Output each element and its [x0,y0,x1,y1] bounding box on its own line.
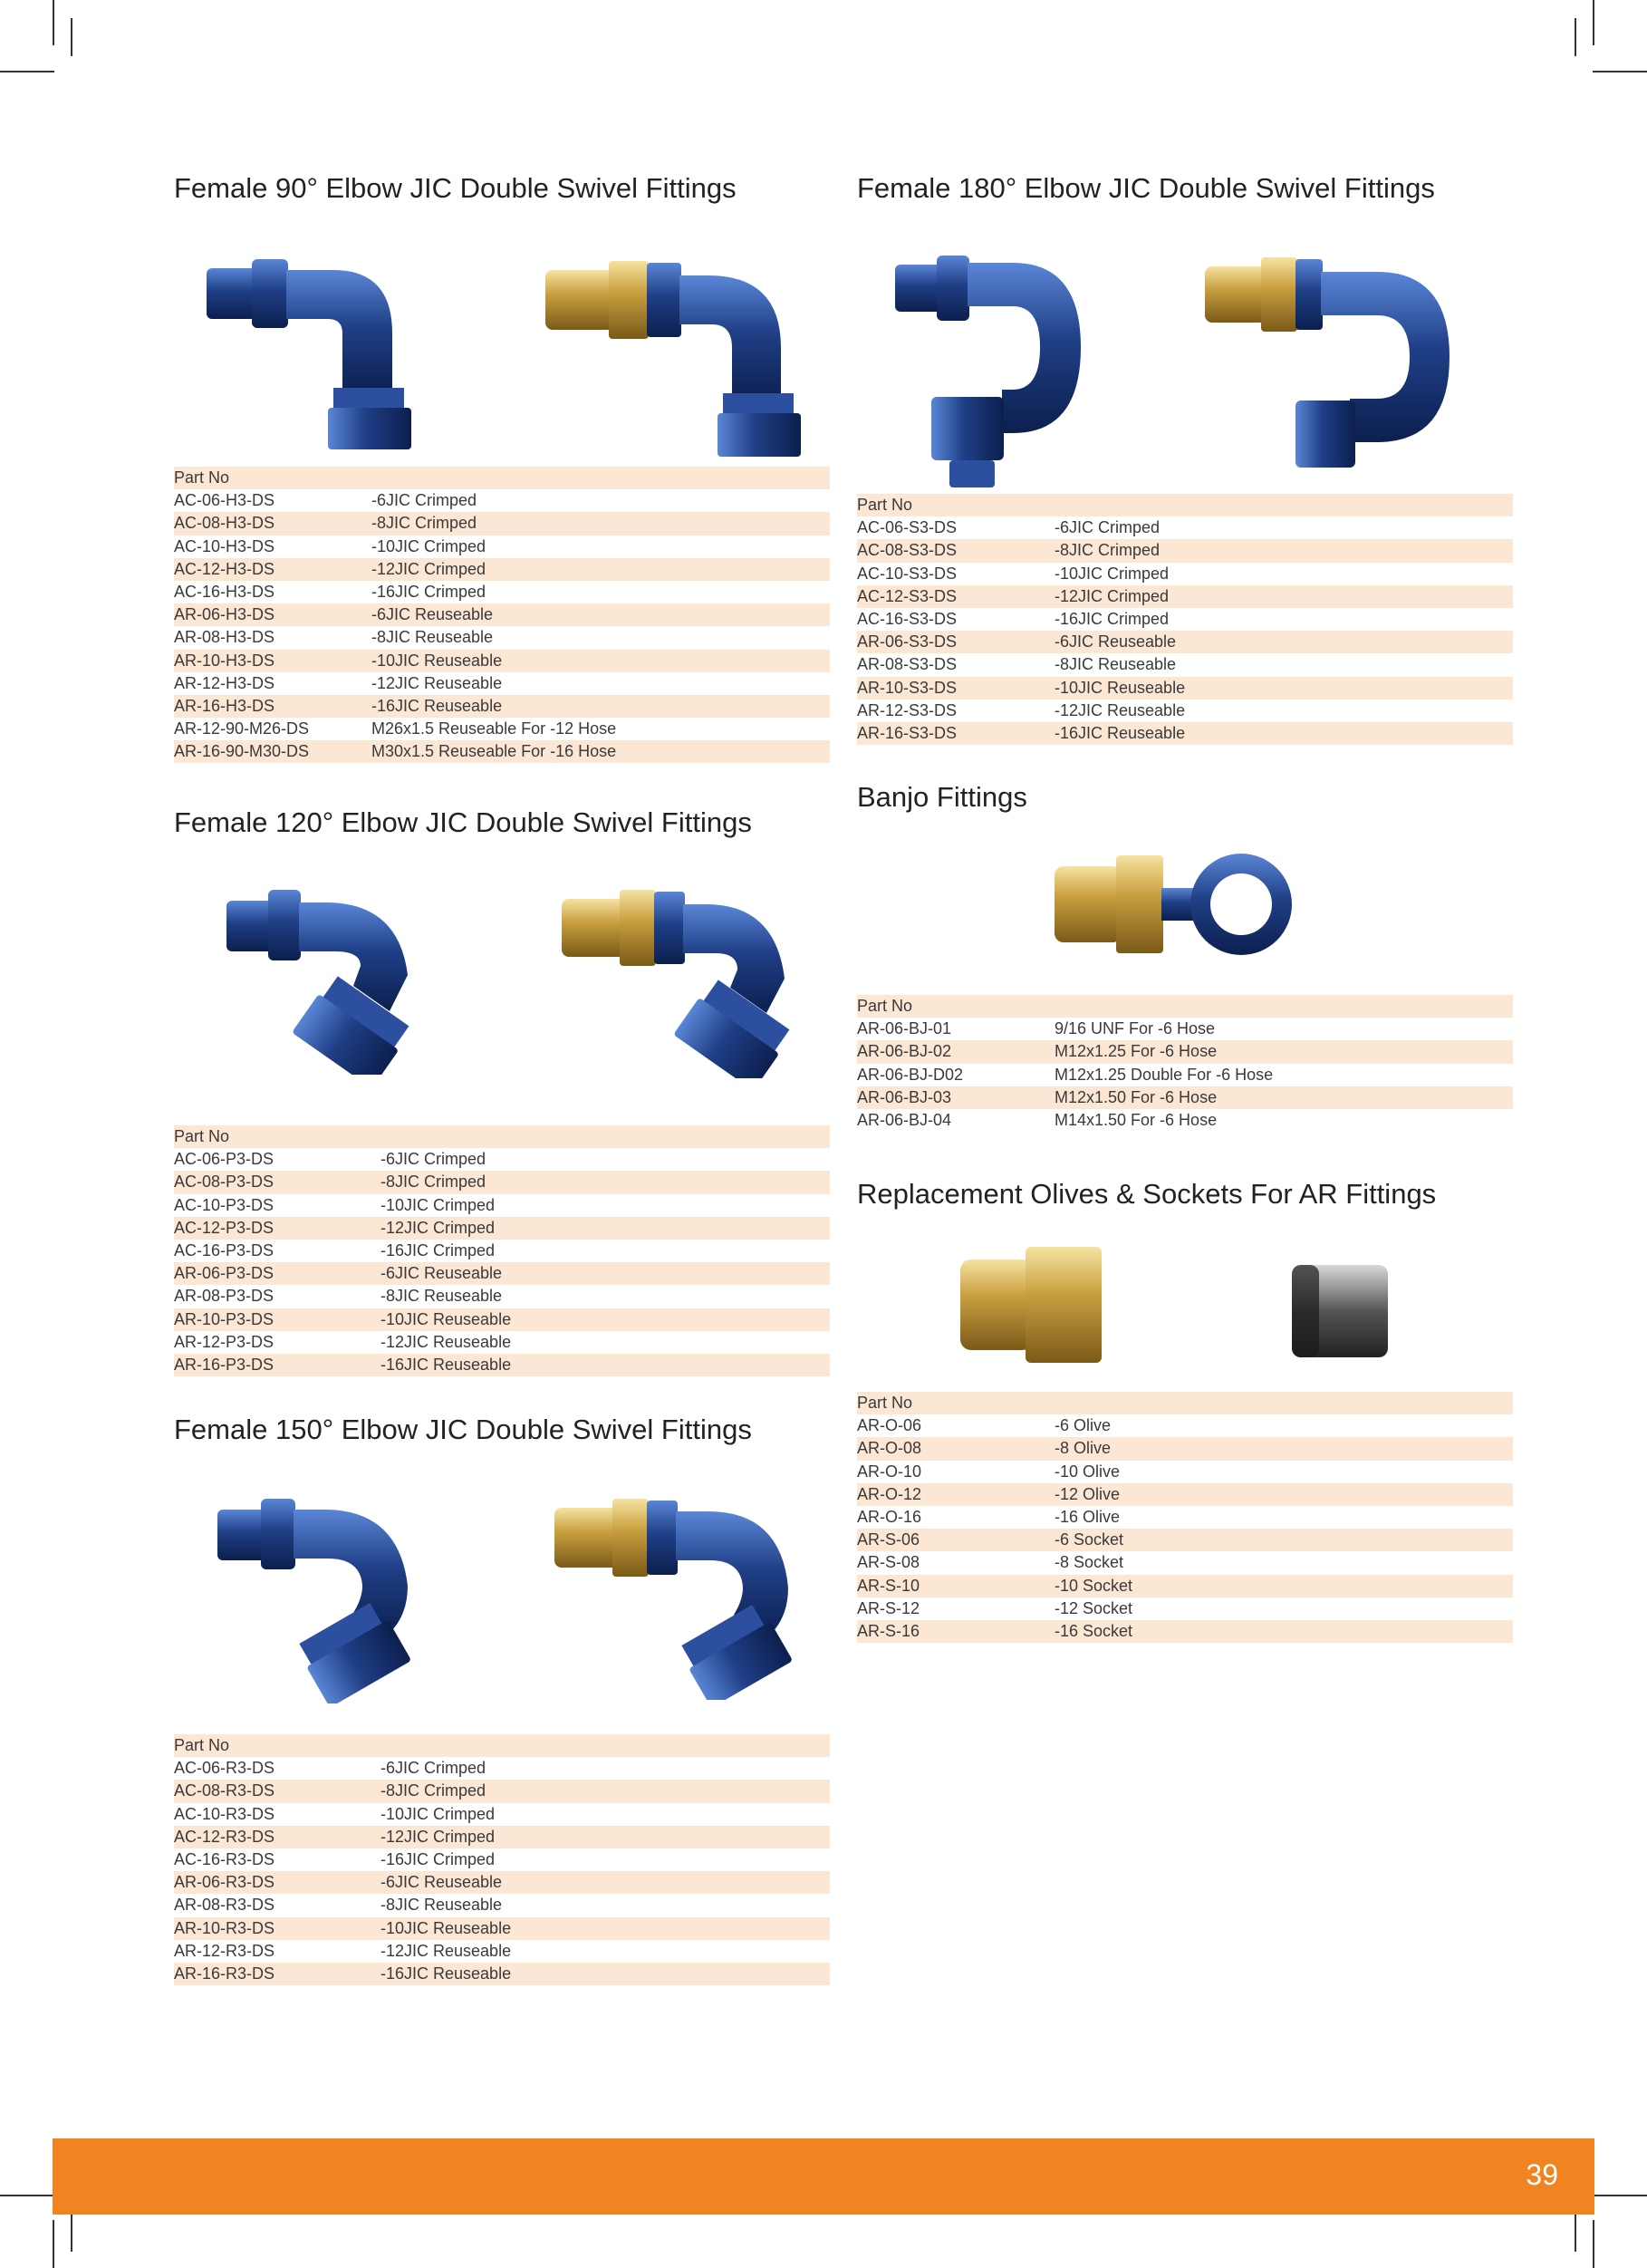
part-description: -6JIC Crimped [380,1150,486,1169]
crop-mark [71,18,72,56]
part-number: AR-08-P3-DS [174,1287,274,1306]
part-description: -10JIC Crimped [1055,564,1170,583]
part-number: AR-06-BJ-D02 [857,1065,964,1084]
part-description: -12JIC Crimped [380,1827,496,1846]
table-row [857,1018,1513,1040]
table-header [174,1125,830,1148]
section-title: Female 120° Elbow JIC Double Swivel Fittings [174,806,752,838]
part-number: AR-S-06 [857,1530,920,1549]
part-description: -8JIC Reuseable [380,1896,503,1915]
part-description: -8JIC Reuseable [371,628,494,647]
crop-mark [0,2195,54,2196]
part-description: -8JIC Crimped [380,1781,486,1800]
part-number: AR-O-08 [857,1439,922,1458]
table-row [857,1437,1513,1460]
section-olives-sockets [857,1178,1513,1640]
part-description: M12x1.25 Double For -6 Hose [1055,1065,1274,1084]
section-150-elbow [174,1414,830,1983]
part-description: -10JIC Crimped [380,1195,496,1214]
part-number: AR-S-08 [857,1553,920,1572]
part-number: AR-10-P3-DS [174,1309,274,1328]
part-description: -12JIC Reuseable [371,673,503,692]
part-number: AR-O-06 [857,1416,922,1435]
section-banjo [857,781,1513,1129]
header-label: Part No [857,496,913,514]
fitting-150-crimped-image [217,1486,444,1703]
header-label: Part No [174,1127,230,1145]
table-row [174,536,830,558]
part-number: AR-06-P3-DS [174,1264,274,1283]
table-row [174,695,830,718]
table-row [857,1414,1513,1437]
table-row [857,1620,1513,1643]
part-description: -8JIC Crimped [371,514,477,533]
part-number: AC-06-P3-DS [174,1150,274,1169]
table-header [174,1734,830,1757]
part-number: AC-08-P3-DS [174,1173,274,1192]
part-number: AR-10-S3-DS [857,678,958,697]
table-row [174,603,830,626]
part-number: AR-06-H3-DS [174,605,275,624]
table-row [174,1354,830,1376]
table-row [857,722,1513,745]
part-description: -16JIC Crimped [380,1849,496,1868]
table-row [174,1240,830,1262]
part-description: -16JIC Crimped [1055,609,1170,628]
crop-mark [1593,2195,1647,2196]
table-row [174,740,830,763]
part-number: AR-08-S3-DS [857,655,958,674]
part-number: AR-06-BJ-04 [857,1110,952,1129]
page-number: 39 [1526,2158,1558,2191]
crop-mark [1593,0,1594,45]
table-row [174,1262,830,1285]
part-description: -12 Olive [1055,1484,1121,1503]
crop-mark [1593,2220,1594,2268]
table-row [174,1148,830,1171]
part-description: M30x1.5 Reuseable For -16 Hose [371,742,617,761]
section-title: Female 150° Elbow JIC Double Swivel Fittings [174,1414,752,1445]
table-row [174,718,830,740]
part-number: AR-12-H3-DS [174,673,275,692]
table-header [857,1392,1513,1414]
part-number: AR-08-R3-DS [174,1896,275,1915]
part-number: AC-06-R3-DS [174,1759,275,1778]
fitting-90-crimped-image [207,243,451,460]
part-description: -6JIC Reuseable [380,1873,503,1892]
part-number: AC-10-R3-DS [174,1804,275,1823]
section-120-elbow [174,806,830,1374]
part-description: M12x1.25 For -6 Hose [1055,1042,1218,1061]
socket-image [1292,1261,1392,1361]
section-title: Replacement Olives & Sockets For AR Fittings [857,1178,1437,1210]
olive-image [960,1247,1105,1365]
table-row [174,1780,830,1802]
part-number: AR-06-BJ-01 [857,1019,952,1038]
part-description: -16 Socket [1055,1621,1133,1640]
table-row [174,1871,830,1894]
table-header [174,467,830,489]
table-row [857,539,1513,562]
part-description: -12JIC Crimped [380,1218,496,1237]
part-description: -10JIC Reuseable [371,651,503,670]
part-number: AR-06-BJ-02 [857,1042,952,1061]
table-row [174,558,830,581]
part-number: AR-16-H3-DS [174,696,275,715]
table-row [857,1575,1513,1597]
part-description: -16JIC Crimped [380,1240,496,1259]
table-row [174,650,830,672]
part-number: AC-08-S3-DS [857,541,958,560]
part-description: -16 Olive [1055,1507,1121,1526]
table-header [857,494,1513,516]
table-row [174,489,830,512]
fitting-180-reuseable-image [1205,248,1477,484]
part-number: AC-12-R3-DS [174,1827,275,1846]
table-header [857,995,1513,1018]
part-number: AC-10-P3-DS [174,1195,274,1214]
part-number: AC-16-H3-DS [174,582,275,601]
table-row [174,1285,830,1308]
table-row [174,1826,830,1848]
table-row [174,1894,830,1916]
crop-mark [0,71,54,72]
part-number: AC-16-R3-DS [174,1849,275,1868]
part-description: -10JIC Reuseable [380,1918,512,1937]
part-number: AR-S-10 [857,1576,920,1595]
part-number: AR-06-BJ-03 [857,1087,952,1106]
part-description: -16JIC Crimped [371,582,486,601]
part-number: AC-12-P3-DS [174,1218,274,1237]
crop-mark [1593,71,1647,72]
table-row [857,677,1513,700]
part-description: -10JIC Crimped [380,1804,496,1823]
part-description: 9/16 UNF For -6 Hose [1055,1019,1216,1038]
part-number: AC-12-S3-DS [857,586,958,605]
table-row [174,1963,830,1985]
part-description: -16JIC Reuseable [371,696,503,715]
part-number: AC-16-P3-DS [174,1240,274,1259]
table-row [174,1308,830,1331]
table-row [857,563,1513,585]
table-row [857,1483,1513,1506]
crop-mark [1575,2211,1576,2252]
part-description: -12JIC Reuseable [1055,700,1186,719]
part-number: AC-06-H3-DS [174,491,275,510]
parts-table [174,467,830,763]
crop-mark [53,2220,54,2268]
table-row [857,608,1513,631]
crop-mark [1575,18,1576,56]
part-description: -6JIC Reuseable [380,1264,503,1283]
section-title: Female 180° Elbow JIC Double Swivel Fittings [857,172,1435,204]
part-number: AR-10-H3-DS [174,651,275,670]
part-description: -8JIC Crimped [1055,541,1161,560]
part-number: AR-08-H3-DS [174,628,275,647]
part-number: AR-06-R3-DS [174,1873,275,1892]
part-number: AC-10-H3-DS [174,536,275,555]
section-90-elbow [174,172,830,761]
parts-table [857,494,1513,745]
table-row [857,631,1513,653]
part-number: AR-O-16 [857,1507,922,1526]
part-number: AC-10-S3-DS [857,564,958,583]
table-row [174,672,830,695]
part-description: -10 Socket [1055,1576,1133,1595]
part-description: -6 Olive [1055,1416,1112,1435]
part-number: AR-16-90-M30-DS [174,742,310,761]
table-row [857,1506,1513,1529]
crop-mark [71,2211,72,2252]
banjo-fitting-image [1055,848,1326,975]
part-number: AR-16-P3-DS [174,1355,274,1374]
part-description: -12 Socket [1055,1598,1133,1617]
table-row [857,653,1513,676]
part-description: -6JIC Crimped [1055,518,1161,537]
part-number: AR-12-90-M26-DS [174,719,310,738]
table-row [174,626,830,649]
part-description: -8JIC Crimped [380,1173,486,1192]
table-row [857,1461,1513,1483]
part-description: -6JIC Crimped [380,1759,486,1778]
header-label: Part No [857,997,913,1015]
part-description: -12JIC Crimped [1055,586,1170,605]
table-row [174,1194,830,1217]
part-description: -8JIC Reuseable [1055,655,1177,674]
part-description: -10JIC Crimped [371,536,486,555]
fitting-150-reuseable-image [554,1482,826,1700]
part-number: AR-06-S3-DS [857,632,958,651]
fitting-180-crimped-image [895,243,1131,497]
table-row [174,1171,830,1193]
table-row [857,1529,1513,1551]
part-number: AR-S-12 [857,1598,920,1617]
table-row [857,585,1513,608]
part-description: -8 Olive [1055,1439,1112,1458]
part-description: -6 Socket [1055,1530,1124,1549]
part-description: -6JIC Reuseable [371,605,494,624]
table-row [174,1917,830,1940]
table-row [857,1551,1513,1574]
part-description: -12JIC Crimped [371,559,486,578]
part-description: -6JIC Crimped [371,491,477,510]
table-row [857,1597,1513,1620]
part-description: -10JIC Reuseable [380,1309,512,1328]
part-description: -10JIC Reuseable [1055,678,1186,697]
header-label: Part No [174,468,230,487]
part-description: -16JIC Reuseable [1055,723,1186,742]
part-number: AR-O-10 [857,1462,922,1481]
part-description: -6JIC Reuseable [1055,632,1177,651]
part-description: M26x1.5 Reuseable For -12 Hose [371,719,617,738]
part-description: -10 Olive [1055,1462,1121,1481]
part-description: -8JIC Reuseable [380,1287,503,1306]
table-row [857,1040,1513,1063]
table-row [857,1086,1513,1109]
part-number: AR-12-S3-DS [857,700,958,719]
table-row [174,1803,830,1826]
part-description: -12JIC Reuseable [380,1332,512,1351]
section-title: Female 90° Elbow JIC Double Swivel Fittings [174,172,737,204]
part-number: AR-S-16 [857,1621,920,1640]
table-row [174,1217,830,1240]
footer-bar [53,2138,1594,2215]
section-title: Banjo Fittings [857,781,1027,813]
part-number: AR-16-S3-DS [857,723,958,742]
part-number: AR-16-R3-DS [174,1964,275,1983]
part-number: AR-O-12 [857,1484,922,1503]
part-number: AC-08-H3-DS [174,514,275,533]
part-number: AC-06-S3-DS [857,518,958,537]
part-description: -16JIC Reuseable [380,1355,512,1374]
table-row [857,1109,1513,1132]
parts-table [174,1125,830,1376]
crop-mark [53,0,54,45]
part-number: AR-12-P3-DS [174,1332,274,1351]
header-label: Part No [857,1394,913,1412]
parts-table [174,1734,830,1985]
part-description: M12x1.50 For -6 Hose [1055,1087,1218,1106]
part-number: AC-16-S3-DS [857,609,958,628]
table-row [174,1331,830,1354]
table-row [174,1848,830,1871]
table-row [174,581,830,603]
part-number: AC-12-H3-DS [174,559,275,578]
part-number: AC-08-R3-DS [174,1781,275,1800]
fitting-120-reuseable-image [562,879,824,1078]
fitting-90-reuseable-image [545,248,817,466]
fitting-120-crimped-image [226,875,444,1075]
table-row [174,1940,830,1963]
table-row [174,512,830,535]
part-description: -16JIC Reuseable [380,1964,512,1983]
table-row [174,1757,830,1780]
part-number: AR-10-R3-DS [174,1918,275,1937]
part-number: AR-12-R3-DS [174,1941,275,1960]
part-description: -8 Socket [1055,1553,1124,1572]
table-row [857,1064,1513,1086]
parts-table [857,1392,1513,1643]
part-description: -12JIC Reuseable [380,1941,512,1960]
table-row [857,700,1513,722]
parts-table [857,995,1513,1132]
table-row [857,516,1513,539]
section-180-elbow [857,172,1513,742]
part-description: M14x1.50 For -6 Hose [1055,1110,1218,1129]
header-label: Part No [174,1736,230,1754]
